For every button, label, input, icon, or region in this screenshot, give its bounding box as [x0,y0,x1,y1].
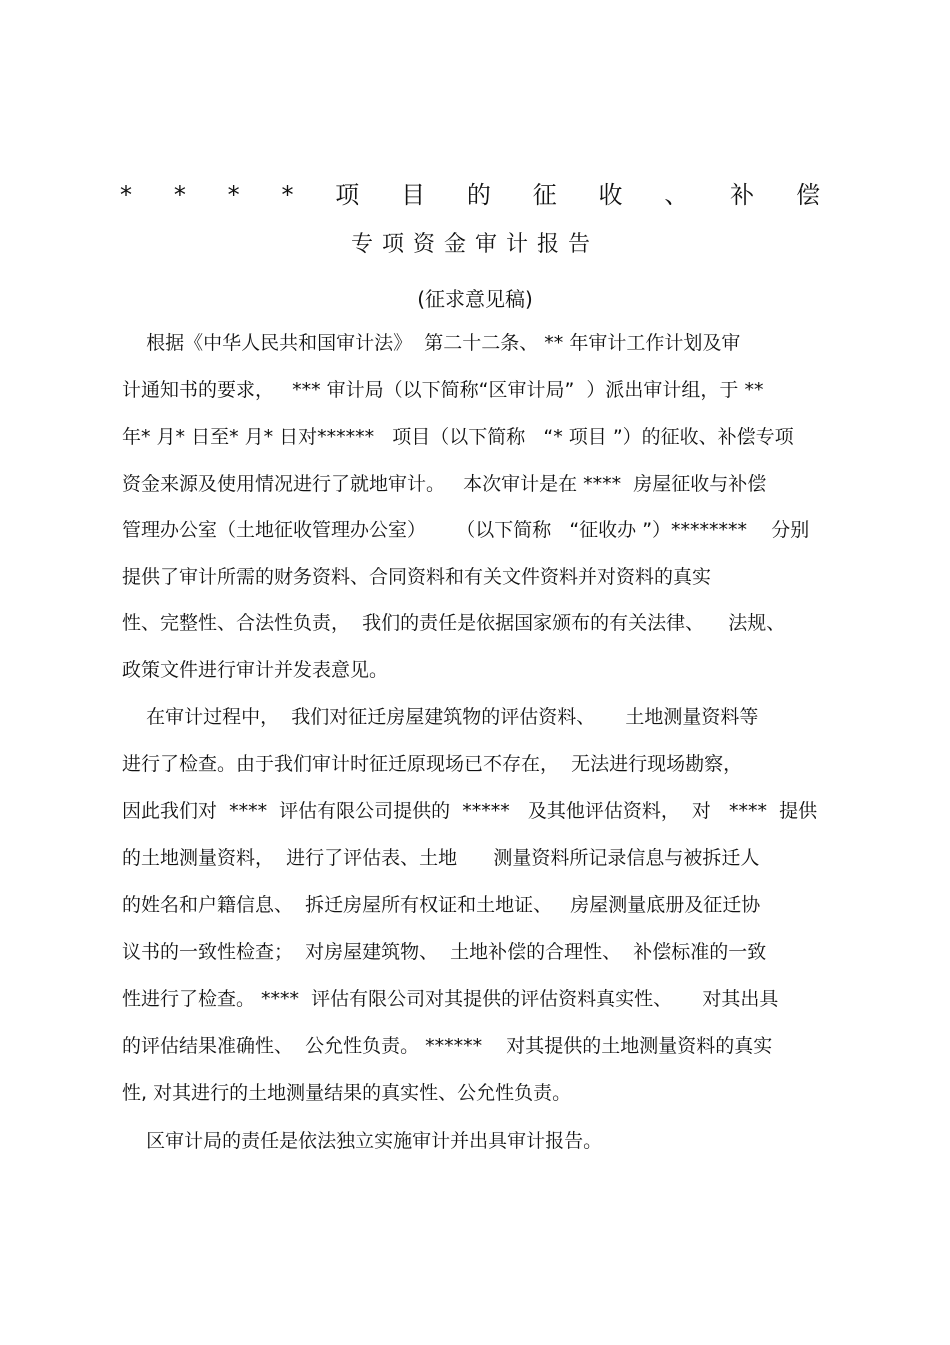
paragraph-2-line: 的姓名和户籍信息、 拆迁房屋所有权证和土地证、 房屋测量底册及征迁协 [122,894,761,916]
paragraph-1-line: 年* 月* 日至* 月* 日对****** 项目（以下简称 “* 项目 ”）的征收、补偿专项 [122,426,794,448]
subtitle: (征求意见稿) [417,287,533,311]
title-char: * [281,181,294,209]
title-char: 目 [401,181,426,209]
title-char: * [173,181,186,209]
title-char: 偿 [795,181,820,209]
title-line-2: 专项资金审计报告 [350,232,599,257]
title-char: 的 [466,181,491,209]
paragraph-1-line: 根据《中华人民共和国审计法》 第二十二条、 ** 年审计工作计划及审 [122,332,741,354]
paragraph-1-line: 性、完整性、合法性负责， 我们的责任是依据国家颁布的有关法律、 法规、 [122,612,786,634]
title-char: 、 [664,181,689,209]
title-line-1 [120,180,820,210]
paragraph-2-line: 的评估结果准确性、 公允性负责。 ****** 对其提供的土地测量资料的真实 [122,1035,773,1057]
paragraph-2-line: 性, 对其进行的土地测量结果的真实性、公允性负责。 [122,1082,572,1104]
paragraph-3-line: 区审计局的责任是依法独立实施审计并出具审计报告。 [122,1130,603,1152]
title-char: 项 [335,181,360,209]
title-char: 收 [598,181,623,209]
paragraph-2-line: 议书的一致性检查； 对房屋建筑物、 土地补偿的合理性、 补偿标准的一致 [122,941,767,963]
paragraph-2-line: 的土地测量资料， 进行了评估表、土地 测量资料所记录信息与被拆迁人 [122,847,760,869]
paragraph-2-line: 性进行了检查。 **** 评估有限公司对其提供的评估资料真实性、 对其出具 [122,988,779,1010]
paragraph-1-line: 政策文件进行审计并发表意见。 [122,659,389,681]
paragraph-1-line: 计通知书的要求， *** 审计局（以下简称“区审计局” ）派出审计组，于 ** [122,379,764,401]
paragraph-1-line: 资金来源及使用情况进行了就地审计。 本次审计是在 **** 房屋征收与补偿 [122,473,767,495]
paragraph-1-line: 提供了审计所需的财务资料、合同资料和有关文件资料并对资料的真实 [122,566,712,588]
title-char: 征 [532,181,557,209]
paragraph-2-line: 在审计过程中， 我们对征迁房屋建筑物的评估资料、 土地测量资料等 [122,706,759,728]
title-char: * [120,181,132,209]
title-char: 补 [730,181,755,209]
paragraph-1-line: 管理办公室（土地征收管理办公室） （以下简称 “征收办 ”）******** 分别 [122,519,810,541]
paragraph-2-line: 进行了检查。由于我们审计时征迁原现场已不存在， 无法进行现场勘察， [122,753,743,775]
title-char: * [227,181,240,209]
paragraph-2-line: 因此我们对 **** 评估有限公司提供的 ***** 及其他评估资料， 对 **** 提供 [122,800,818,822]
